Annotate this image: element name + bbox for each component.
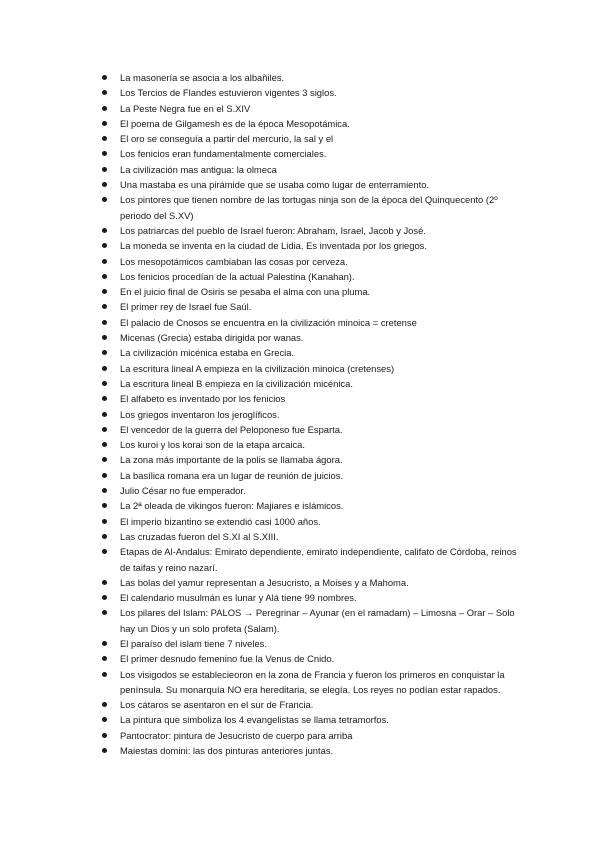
bullet-icon bbox=[102, 335, 107, 340]
list-item-text: La escritura lineal A empieza en la civilización minoica (cretenses) bbox=[120, 362, 395, 374]
list-item bbox=[100, 712, 520, 727]
list-item-text: Micenas (Grecia) estaba dirigida por wanas. bbox=[120, 332, 304, 344]
list-item bbox=[100, 101, 520, 116]
bullet-icon bbox=[102, 641, 107, 646]
list-item bbox=[100, 254, 520, 269]
list-item bbox=[100, 162, 520, 177]
list-item bbox=[100, 238, 520, 253]
bullet-icon bbox=[102, 427, 107, 432]
bullet-icon bbox=[102, 396, 107, 401]
bullet-icon bbox=[102, 672, 107, 677]
bullet-icon bbox=[102, 656, 107, 661]
list-item bbox=[100, 514, 520, 529]
list-item bbox=[100, 391, 520, 406]
bullet-icon bbox=[102, 167, 107, 172]
list-item-text: Los fenicios procedían de la actual Palestina (Kanahan). bbox=[120, 270, 355, 282]
list-item-text: Los kuroi y los korai son de la etapa arcaica. bbox=[120, 439, 305, 451]
list-item-text: Pantocrator: pintura de Jesucristo de cuerpo para arriba bbox=[120, 729, 353, 741]
bullet-icon bbox=[102, 702, 107, 707]
bullet-icon bbox=[102, 320, 107, 325]
list-item bbox=[100, 651, 520, 666]
list-item bbox=[100, 728, 520, 743]
list-item-text: Una mastaba es una pirámide que se usaba como lugar de enterramiento. bbox=[120, 179, 430, 191]
bullet-icon bbox=[102, 289, 107, 294]
list-item-text: Los griegos inventaron los jeroglíficos. bbox=[120, 408, 280, 420]
bullet-icon bbox=[102, 304, 107, 309]
bullet-icon bbox=[102, 259, 107, 264]
bullet-icon bbox=[102, 121, 107, 126]
list-item bbox=[100, 575, 520, 590]
list-item-text: La moneda se inventa en la ciudad de Lidia. Es inventada por los griegos. bbox=[120, 240, 427, 252]
bullet-icon bbox=[102, 106, 107, 111]
list-item bbox=[100, 361, 520, 376]
list-item-text: Las cruzadas fueron del S.XI al S.XIII. bbox=[120, 530, 279, 542]
list-item bbox=[100, 468, 520, 483]
bullet-icon bbox=[102, 90, 107, 95]
list-item-text: Julio César no fue emperador. bbox=[120, 485, 246, 497]
list-item-text: La Peste Negra fue en el S.XIV bbox=[120, 102, 251, 114]
list-item-text: El poema de Gilgamesh es de la época Mesopotámica. bbox=[120, 117, 350, 129]
list-item-text: La civilización micénica estaba en Grecia. bbox=[120, 347, 295, 359]
list-item-text: La masonería se asocia a los albañiles. bbox=[120, 72, 285, 83]
bullet-icon bbox=[102, 457, 107, 462]
bullet-icon bbox=[102, 488, 107, 493]
bullet-icon bbox=[102, 595, 107, 600]
list-item-text: El paraíso del islam tiene 7 niveles. bbox=[120, 637, 267, 649]
bullet-icon bbox=[102, 151, 107, 156]
list-item bbox=[100, 299, 520, 314]
list-item-text: La 2ª oleada de vikingos fueron: Majiares e islámicos. bbox=[120, 500, 344, 512]
list-item-text: El primer desnudo femenino fue la Venus de Cnido. bbox=[120, 653, 335, 665]
list-item-text: Los patriarcas del pueblo de Israel fueron: Abraham, Israel, Jacob y José. bbox=[120, 224, 426, 236]
bullet-icon bbox=[102, 412, 107, 417]
list-item bbox=[100, 743, 520, 758]
bullet-icon bbox=[102, 228, 107, 233]
list-item bbox=[100, 697, 520, 712]
bullet-icon bbox=[102, 182, 107, 187]
list-item-text: La civilización mas antigua: la olmeca bbox=[120, 163, 277, 175]
list-item-text: Los pilares del Islam: PALOS → Peregrinar – Ayunar (en el ramadam) – Limosna – Orar – Solo hay un Dios y un solo profeta (Salam). bbox=[120, 607, 515, 634]
list-item bbox=[100, 605, 520, 636]
bullet-list bbox=[100, 70, 520, 758]
list-item bbox=[100, 131, 520, 146]
list-item-text: Los pintores que tienen nombre de las tortugas ninja son de la época del Quinquecento (2º periodo del S.XV) bbox=[120, 194, 498, 221]
list-item-text: La escritura lineal B empieza en la civilización micénica. bbox=[120, 377, 353, 389]
list-item-text: Los fenicios eran fundamentalmente comerciales. bbox=[120, 148, 327, 160]
bullet-icon bbox=[102, 75, 107, 80]
list-item bbox=[100, 498, 520, 513]
list-item bbox=[100, 636, 520, 651]
list-item-text: El palacio de Cnosos se encuentra en la civilización minoica = cretense bbox=[120, 316, 417, 328]
list-item-text: Los Tercios de Flandes estuvieron vigentes 3 siglos. bbox=[120, 87, 337, 99]
list-item-text: Los cátaros se asentaron en el sur de Francia. bbox=[120, 699, 314, 711]
list-item-text: El alfabeto es inventado por los fenicios bbox=[120, 393, 286, 405]
list-item bbox=[100, 315, 520, 330]
list-item bbox=[100, 407, 520, 422]
list-item bbox=[100, 116, 520, 131]
list-item-text: Etapas de Al-Andalus: Emirato dependiente, emirato independiente, califato de Córdoba, reinos de taifas y reino nazarí. bbox=[120, 546, 517, 573]
bullet-icon bbox=[102, 442, 107, 447]
list-item bbox=[100, 192, 520, 223]
bullet-icon bbox=[102, 366, 107, 371]
bullet-icon bbox=[102, 243, 107, 248]
list-item bbox=[100, 70, 520, 85]
list-item-text: Maiestas domini: las dos pinturas anteriores juntas. bbox=[120, 745, 334, 757]
list-item bbox=[100, 529, 520, 544]
list-item-text: El imperio bizantino se extendió casi 1000 años. bbox=[120, 515, 321, 527]
list-item bbox=[100, 437, 520, 452]
bullet-icon bbox=[102, 350, 107, 355]
bullet-icon bbox=[102, 381, 107, 386]
list-item bbox=[100, 544, 520, 575]
list-item-text: La zona más importante de la polis se llamaba ágora. bbox=[120, 454, 343, 466]
list-item-text: El vencedor de la guerra del Peloponeso fue Esparta. bbox=[120, 423, 343, 435]
list-item-text: El calendario musulmán es lunar y Alá tiene 99 nombres. bbox=[120, 592, 357, 604]
bullet-icon bbox=[102, 519, 107, 524]
bullet-icon bbox=[102, 748, 107, 753]
list-item bbox=[100, 284, 520, 299]
list-item bbox=[100, 452, 520, 467]
bullet-icon bbox=[102, 534, 107, 539]
list-item-text: La basílica romana era un lugar de reunión de juicios. bbox=[120, 469, 344, 481]
list-item-text: Los mesopotámicos cambiaban las cosas por cerveza. bbox=[120, 255, 348, 267]
bullet-icon bbox=[102, 136, 107, 141]
list-item bbox=[100, 330, 520, 345]
list-item bbox=[100, 667, 520, 698]
bullet-icon bbox=[102, 733, 107, 738]
list-item bbox=[100, 223, 520, 238]
list-item bbox=[100, 85, 520, 100]
list-item-text: El oro se conseguía a partir del mercurio, la sal y el bbox=[120, 133, 334, 145]
list-item bbox=[100, 345, 520, 360]
bullet-icon bbox=[102, 503, 107, 508]
bullet-icon bbox=[102, 549, 107, 554]
list-item bbox=[100, 483, 520, 498]
bullet-icon bbox=[102, 580, 107, 585]
bullet-icon bbox=[102, 473, 107, 478]
list-item bbox=[100, 269, 520, 284]
list-item-text: La pintura que simboliza los 4 evangelistas se llama tetramorfos. bbox=[120, 714, 389, 726]
list-item-text: Los visigodos se establecieoron en la zona de Francia y fueron los primeros en conquistar la península. Su monarquía NO era hereditaria, se elegía. Los reyes no podían estar rapados. bbox=[120, 668, 505, 695]
bullet-icon bbox=[102, 717, 107, 722]
list-item-text: En el juicio final de Osiris se pesaba el alma con una pluma. bbox=[120, 286, 371, 298]
list-item bbox=[100, 590, 520, 605]
list-item bbox=[100, 146, 520, 161]
list-item-text: Las bolas del yamur representan a Jesucristo, a Moises y a Mahoma. bbox=[120, 576, 409, 588]
bullet-icon bbox=[102, 610, 107, 615]
list-item bbox=[100, 376, 520, 391]
list-item bbox=[100, 177, 520, 192]
bullet-icon bbox=[102, 197, 107, 202]
list-item bbox=[100, 422, 520, 437]
list-item-text: El primer rey de Israel fue Saúl. bbox=[120, 301, 252, 313]
bullet-icon bbox=[102, 274, 107, 279]
